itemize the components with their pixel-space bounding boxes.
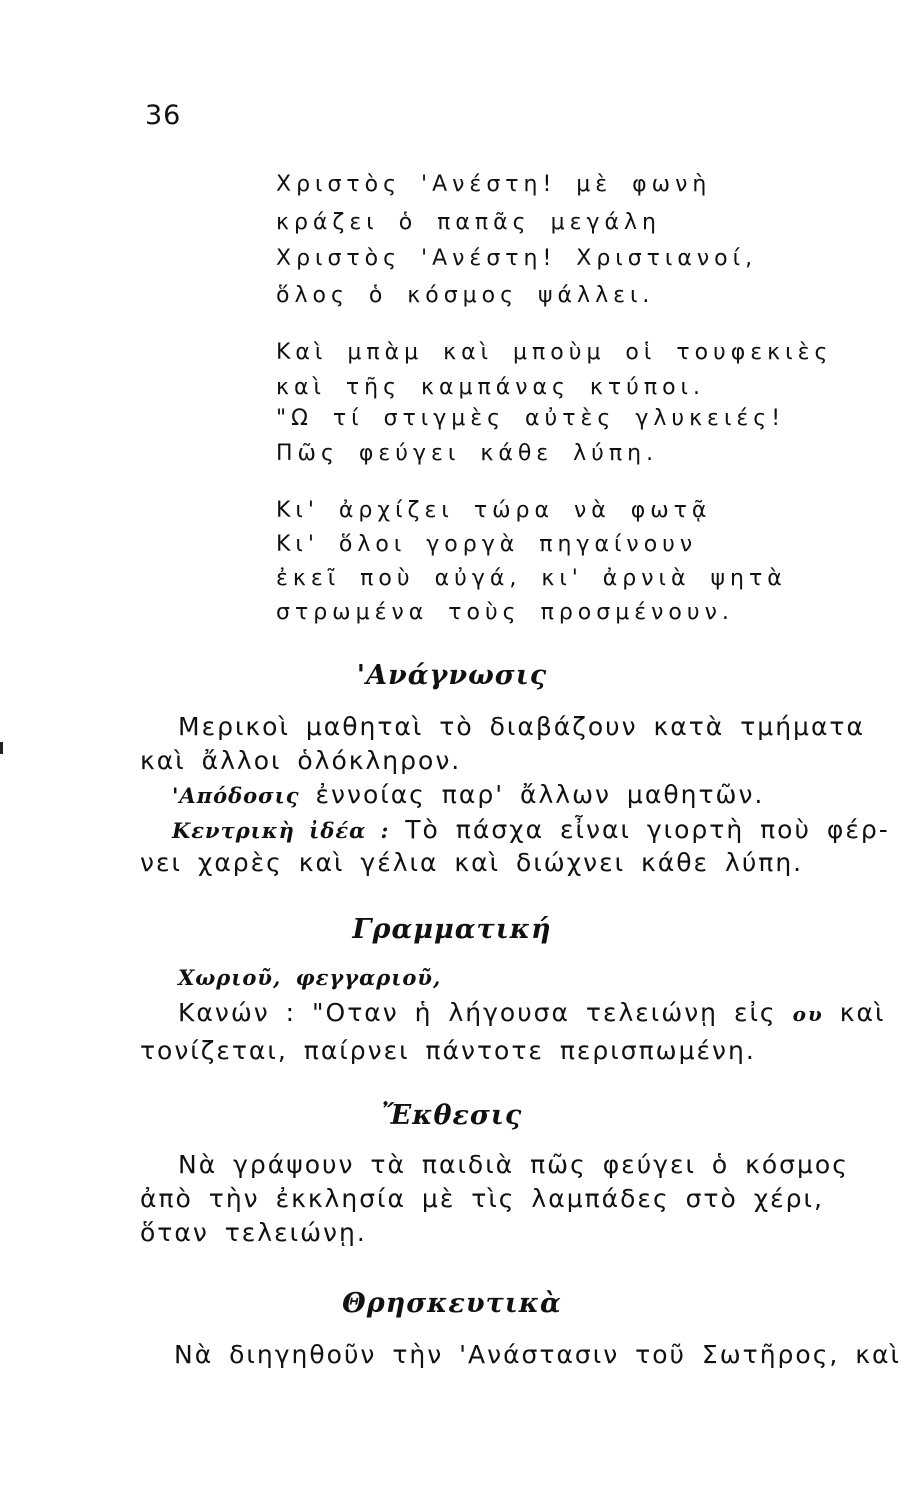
- kentriki-label: Κεντρικὴ ἰδέα :: [172, 818, 390, 843]
- section-heading-ekthesis: Ἔκθεσις: [381, 1100, 523, 1131]
- kanon-ending: ου: [792, 1002, 824, 1026]
- apodosis-text: ἐννοίας παρ' ἄλλων μαθητῶν.: [315, 780, 765, 809]
- grammar-example-label: Χωριοῦ, φεγγαριοῦ,: [178, 965, 442, 990]
- prose-line: ὅταν τελειώνῃ.: [140, 1218, 367, 1247]
- kentriki-line: [172, 815, 890, 844]
- margin-mark: [0, 742, 3, 754]
- poem-line: ὅλος ὁ κόσμος ψάλλει.: [276, 283, 655, 308]
- prose-line: τονίζεται, παίρνει πάντοτε περισπωμένη.: [140, 1036, 756, 1065]
- apodosis-line: [172, 780, 764, 809]
- poem-line: Κι' ἀρχίζει τώρα νὰ φωτᾷ: [276, 498, 712, 523]
- poem-line: καὶ τῆς καμπάνας κτύποι.: [276, 375, 705, 400]
- section-heading-anagnosis: 'Ανάγνωσις: [356, 660, 548, 691]
- poem-line: "Ω τί στιγμὲς αὐτὲς γλυκειές!: [276, 406, 786, 431]
- poem-line: Χριστὸς 'Ανέστη! μὲ φωνὴ: [276, 172, 712, 197]
- poem-line: Χριστὸς 'Ανέστη! Χριστιανοί,: [276, 246, 758, 271]
- page-number: 36: [145, 100, 182, 131]
- kentriki-text: Τὸ πάσχα εἶναι γιορτὴ ποὺ φέρ-: [405, 815, 890, 844]
- poem-line: ἐκεῖ ποὺ αὐγά, κι' ἀρνιὰ ψητὰ: [276, 566, 787, 591]
- poem-line: Καὶ μπὰμ καὶ μποὺμ οἱ τουφεκιὲς: [276, 340, 833, 365]
- prose-line: Νὰ γράψουν τὰ παιδιὰ πῶς φεύγει ὁ κόσμος: [178, 1150, 849, 1179]
- poem-line: Κι' ὅλοι γοργὰ πηγαίνουν: [276, 532, 698, 557]
- apodosis-label: 'Απόδοσις: [172, 783, 300, 808]
- poem-line: κράζει ὁ παπᾶς μεγάλη: [276, 210, 661, 235]
- prose-line: καὶ ἄλλοι ὁλόκληρον.: [140, 746, 462, 775]
- grammar-example-line: [178, 962, 441, 991]
- poem-line: Πῶς φεύγει κάθε λύπη.: [276, 441, 659, 466]
- prose-line: νει χαρὲς καὶ γέλια καὶ διώχνει κάθε λύπη.: [140, 848, 804, 877]
- section-heading-grammatiki: Γραμματική: [352, 914, 552, 945]
- prose-line: Νὰ διηγηθοῦν τὴν 'Ανάστασιν τοῦ Σωτῆρος, καὶ: [174, 1340, 901, 1369]
- kanon-line: [178, 998, 885, 1027]
- poem-line: στρωμένα τοὺς προσμένουν.: [276, 600, 734, 625]
- prose-line: ἀπὸ τὴν ἐκκλησία μὲ τὶς λαμπάδες στὸ χέρι,: [140, 1184, 824, 1213]
- section-heading-thriskeftika: Θρησκευτικὰ: [342, 1288, 562, 1319]
- kanon-text: Κανών : "Οταν ἡ λήγουσα τελειώνῃ εἰς: [178, 998, 777, 1027]
- prose-line: Μερικοὶ μαθηταὶ τὸ διαβάζουν κατὰ τμήματα: [178, 712, 865, 741]
- kanon-text-end: καὶ: [839, 998, 886, 1027]
